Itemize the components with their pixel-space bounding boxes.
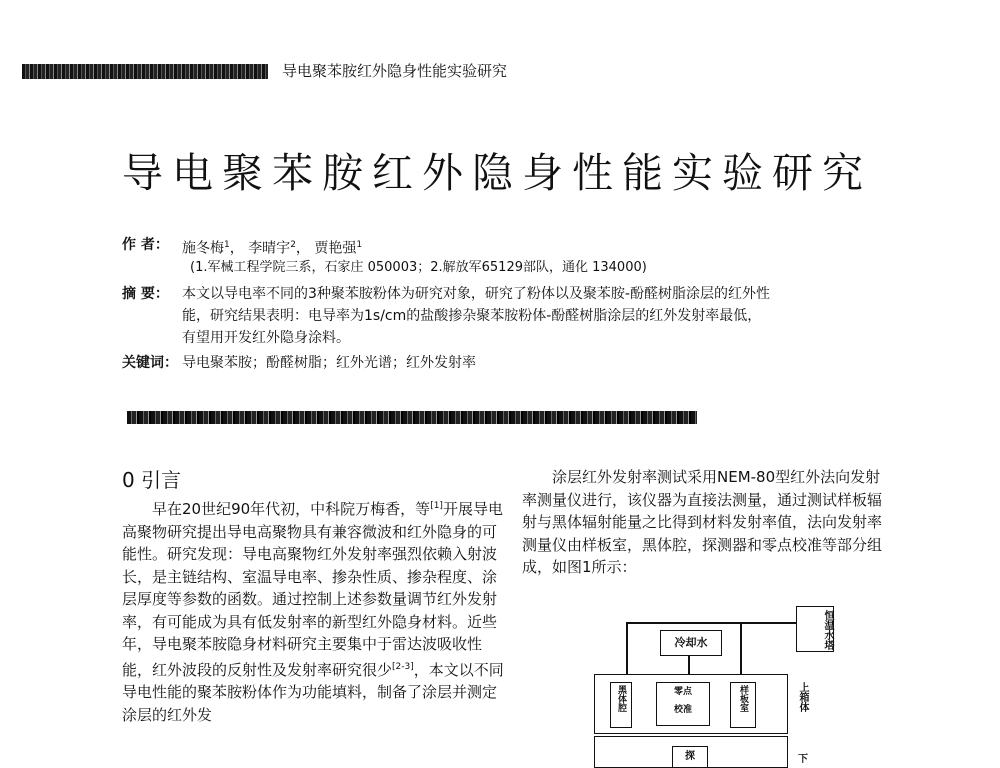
author-name: 贾艳强 [314, 240, 357, 257]
body-column-left [122, 495, 504, 726]
author-sup: 1 [356, 240, 363, 250]
pipe-line [626, 622, 628, 674]
abstract-label: 摘 要： [122, 286, 169, 302]
author-sup: 2 [290, 240, 296, 250]
abstract-text: 本文以导电率不同的3种聚苯胺粉体为研究对象，研究了粉体以及聚苯胺-酚醛树脂涂层的红外性能，研究结果表明：电导率为1s/cm的盐酸掺杂聚苯胺粉体-酚醛树脂涂层的红外发射率最低，有望用开发红外隐身涂料。 [182, 286, 770, 346]
body-text: 开展导电高聚物研究提出导电高聚物具有兼容微波和红外隐身的可能性。研究发现：导电高聚物红外发射率强烈依赖入射波长，是主链结构、室温导电率、掺杂性质、掺杂程度、涂层厚度等参数的函数。通过控制上述参数量调节红外发射率，有可能成为具有低发射率的新型红外隐身材料。近些年，导电聚苯胺隐身材料研究主要集中于雷达波吸收性能，红外波段的反射性及发射率研究很少 [122, 500, 503, 679]
affiliation: (1.军械工程学院三系，石家庄 050003；2.解放军65129部队，通化 134000) [190, 260, 647, 275]
running-header-title: 导电聚苯胺红外隐身性能实验研究 [282, 62, 508, 80]
section-heading: 0 引言 [122, 468, 182, 492]
pipe-line [740, 622, 742, 674]
zero-calibration-box: 零点 校准 [656, 682, 710, 726]
header-decoration-bar [22, 64, 268, 79]
body-paragraph: 涂层红外发射率测试采用NEM-80型红外法向发射率测量仪进行，该仪器为直接法测量，通过测试样板辐射与黑体辐射能量之比得到材料发射率值，法向发射率测量仪由样板室，黑体腔，探测器和零点校准等部分组成，如图1所示： [522, 468, 883, 576]
citation: [1] [430, 501, 443, 511]
body-text: ，本文以不同导电性能的聚苯胺粉体作为功能填料，制备了涂层并测定涂层的红外发 [122, 660, 504, 724]
lower-body-label: 下 [798, 754, 808, 765]
author-sup: 1 [224, 240, 230, 250]
body-column-right [522, 466, 894, 579]
authors-label: 作 者： [122, 237, 169, 253]
figure-diagram [590, 600, 890, 765]
body-text: 早在20世纪90年代初，中科院万梅香，等 [152, 500, 431, 518]
upper-body-label: 上箱体 [797, 682, 808, 712]
author-name: 施冬梅 [182, 240, 224, 257]
keywords-text: 导电聚苯胺；酚醛树脂；红外光谱；红外发射率 [182, 355, 476, 371]
pipe-line [626, 622, 796, 624]
section-separator-bar [127, 411, 697, 424]
blackbody-cavity-box: 黑体腔 [610, 682, 632, 728]
keywords-label: 关键词： [122, 355, 178, 371]
authors-line: 施冬梅$^1$， 李晴宇$^2$， 贾艳强$^1$ [182, 240, 363, 257]
article-title: 导电聚苯胺红外隐身性能实验研究 [122, 149, 872, 197]
water-tower-box: 恒温水塔 [796, 606, 834, 652]
sample-room-box: 样板室 [730, 682, 756, 728]
author-name: 李晴宇 [248, 240, 291, 257]
cooling-water-box: 冷却水 [660, 630, 722, 656]
body-paragraph [122, 495, 504, 726]
detector-box: 探 [672, 746, 708, 768]
citation: [2-3] [392, 661, 414, 672]
pipe-line [688, 656, 690, 674]
